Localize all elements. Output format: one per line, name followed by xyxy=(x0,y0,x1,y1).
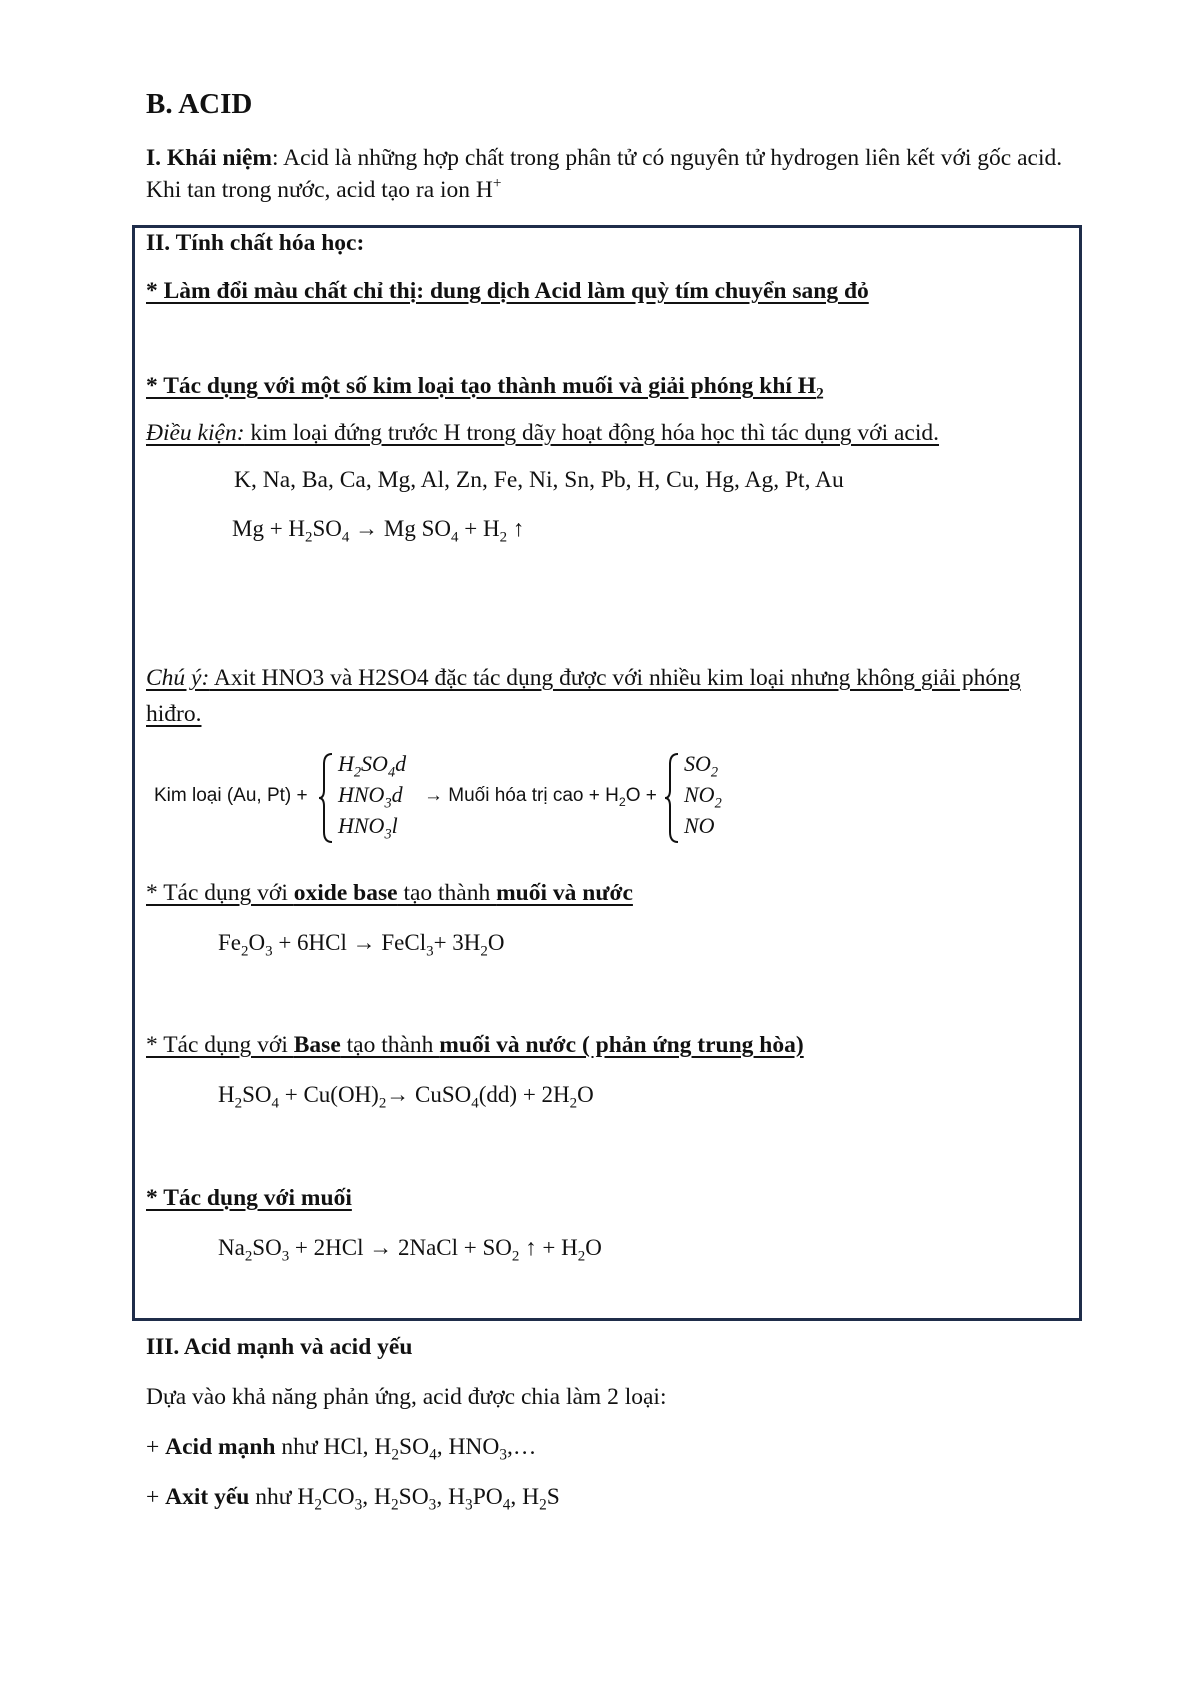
page-title: B. ACID xyxy=(146,88,253,120)
weak-acid-label: Axit yếu xyxy=(165,1484,250,1510)
definition-label: I. Khái niệm xyxy=(146,145,273,171)
metal-property: * Tác dụng với một số kim loại tạo thành muối và giải phóng khí $H_2$ xyxy=(146,373,824,403)
gas-no2: $NO_2$ xyxy=(684,782,722,812)
formula-middle-text: → Muối hóa trị cao + $H_2O$ + xyxy=(424,785,657,809)
note-text: Axit HNO3 và H2SO4 đặc tác dụng được với nhiều kim loại nhưng không giải phóng hiđro. xyxy=(146,665,1021,727)
equation-fe2o3-hcl: $Fe_2O_3 + 6HCl$ → FeCl$_3$+ $3H_2O$ xyxy=(218,930,505,960)
salt-property: * Tác dụng với muối xyxy=(146,1185,352,1211)
equation-na2so3-hcl: $Na_2SO_3 + 2HCl$ → 2NaCl + $SO_2$ ↑ + $H_2O$ xyxy=(218,1235,602,1265)
gas-products xyxy=(684,748,722,841)
definition-text: : Acid là những hợp chất trong phân tử có nguyên tử hydrogen liên kết với gốc acid. Khi tan trong nước, acid tạo ra ion H xyxy=(146,145,1063,203)
formula-left-text: Kim loại (Au, Pt) + xyxy=(154,785,308,806)
metal-condition xyxy=(146,420,939,447)
left-brace xyxy=(318,752,334,844)
weak-acids-line: + Axit yếu như $H_2CO_3$, $H_2SO_3$, $H_3PO_4$, $H_2S$ xyxy=(146,1484,560,1514)
note-label: Chú ý: xyxy=(146,665,210,691)
condition-text: kim loại đứng trước H trong dãy hoạt động hóa học thì tác dụng với acid. xyxy=(244,420,940,446)
acid-option-hno3-dac: $HNO_3d$ xyxy=(338,782,403,812)
gas-so2: $SO_2$ xyxy=(684,751,719,781)
equation-mg-h2so4: $Mg + H_2SO_4 \to Mg$ $SO_4 + H_2$ ↑ xyxy=(232,516,525,546)
strong-acid-label: Acid mạnh xyxy=(165,1434,276,1460)
right-brace xyxy=(664,752,680,844)
note-paragraph xyxy=(146,660,1071,732)
section3-text: Dựa vào khả năng phản ứng, acid được chia làm 2 loại: xyxy=(146,1384,667,1410)
section3-heading: III. Acid mạnh và acid yếu xyxy=(146,1334,413,1360)
condition-label: Điều kiện: xyxy=(146,420,245,446)
definition-paragraph xyxy=(146,142,1076,206)
gas-no: NO xyxy=(684,813,715,838)
equation-h2so4-cuoh2: $H_2SO_4 + Cu(OH)_2\to$ CuSO$_4$(dd) + $2H_2O$ xyxy=(218,1082,594,1112)
acid-options xyxy=(338,748,406,841)
properties-heading: II. Tính chất hóa học: xyxy=(146,230,365,256)
metal-activity-series: K, Na, Ba, Ca, Mg, Al, Zn, Fe, Ni, Sn, Pb, H, Cu, Hg, Ag, Pt, Au xyxy=(234,467,844,493)
strong-acids-line: + Acid mạnh như HCl, $H_2SO_4$, $HNO_3,\dots$ xyxy=(146,1434,537,1464)
hydrogen-ion-charge: + xyxy=(492,175,502,193)
acid-option-hno3-loang: $HNO_3l$ xyxy=(338,813,398,843)
acid-option-h2so4-dac: $H_2SO_4d$ xyxy=(338,751,407,781)
base-property: * Tác dụng với Base tạo thành muối và nước ( phản ứng trung hòa) xyxy=(146,1032,804,1058)
indicator-property: * Làm đổi màu chất chỉ thị: dung dịch Acid làm quỳ tím chuyển sang đỏ xyxy=(146,278,869,304)
oxide-base-property: * Tác dụng với oxide base tạo thành muối và nước xyxy=(146,880,633,906)
